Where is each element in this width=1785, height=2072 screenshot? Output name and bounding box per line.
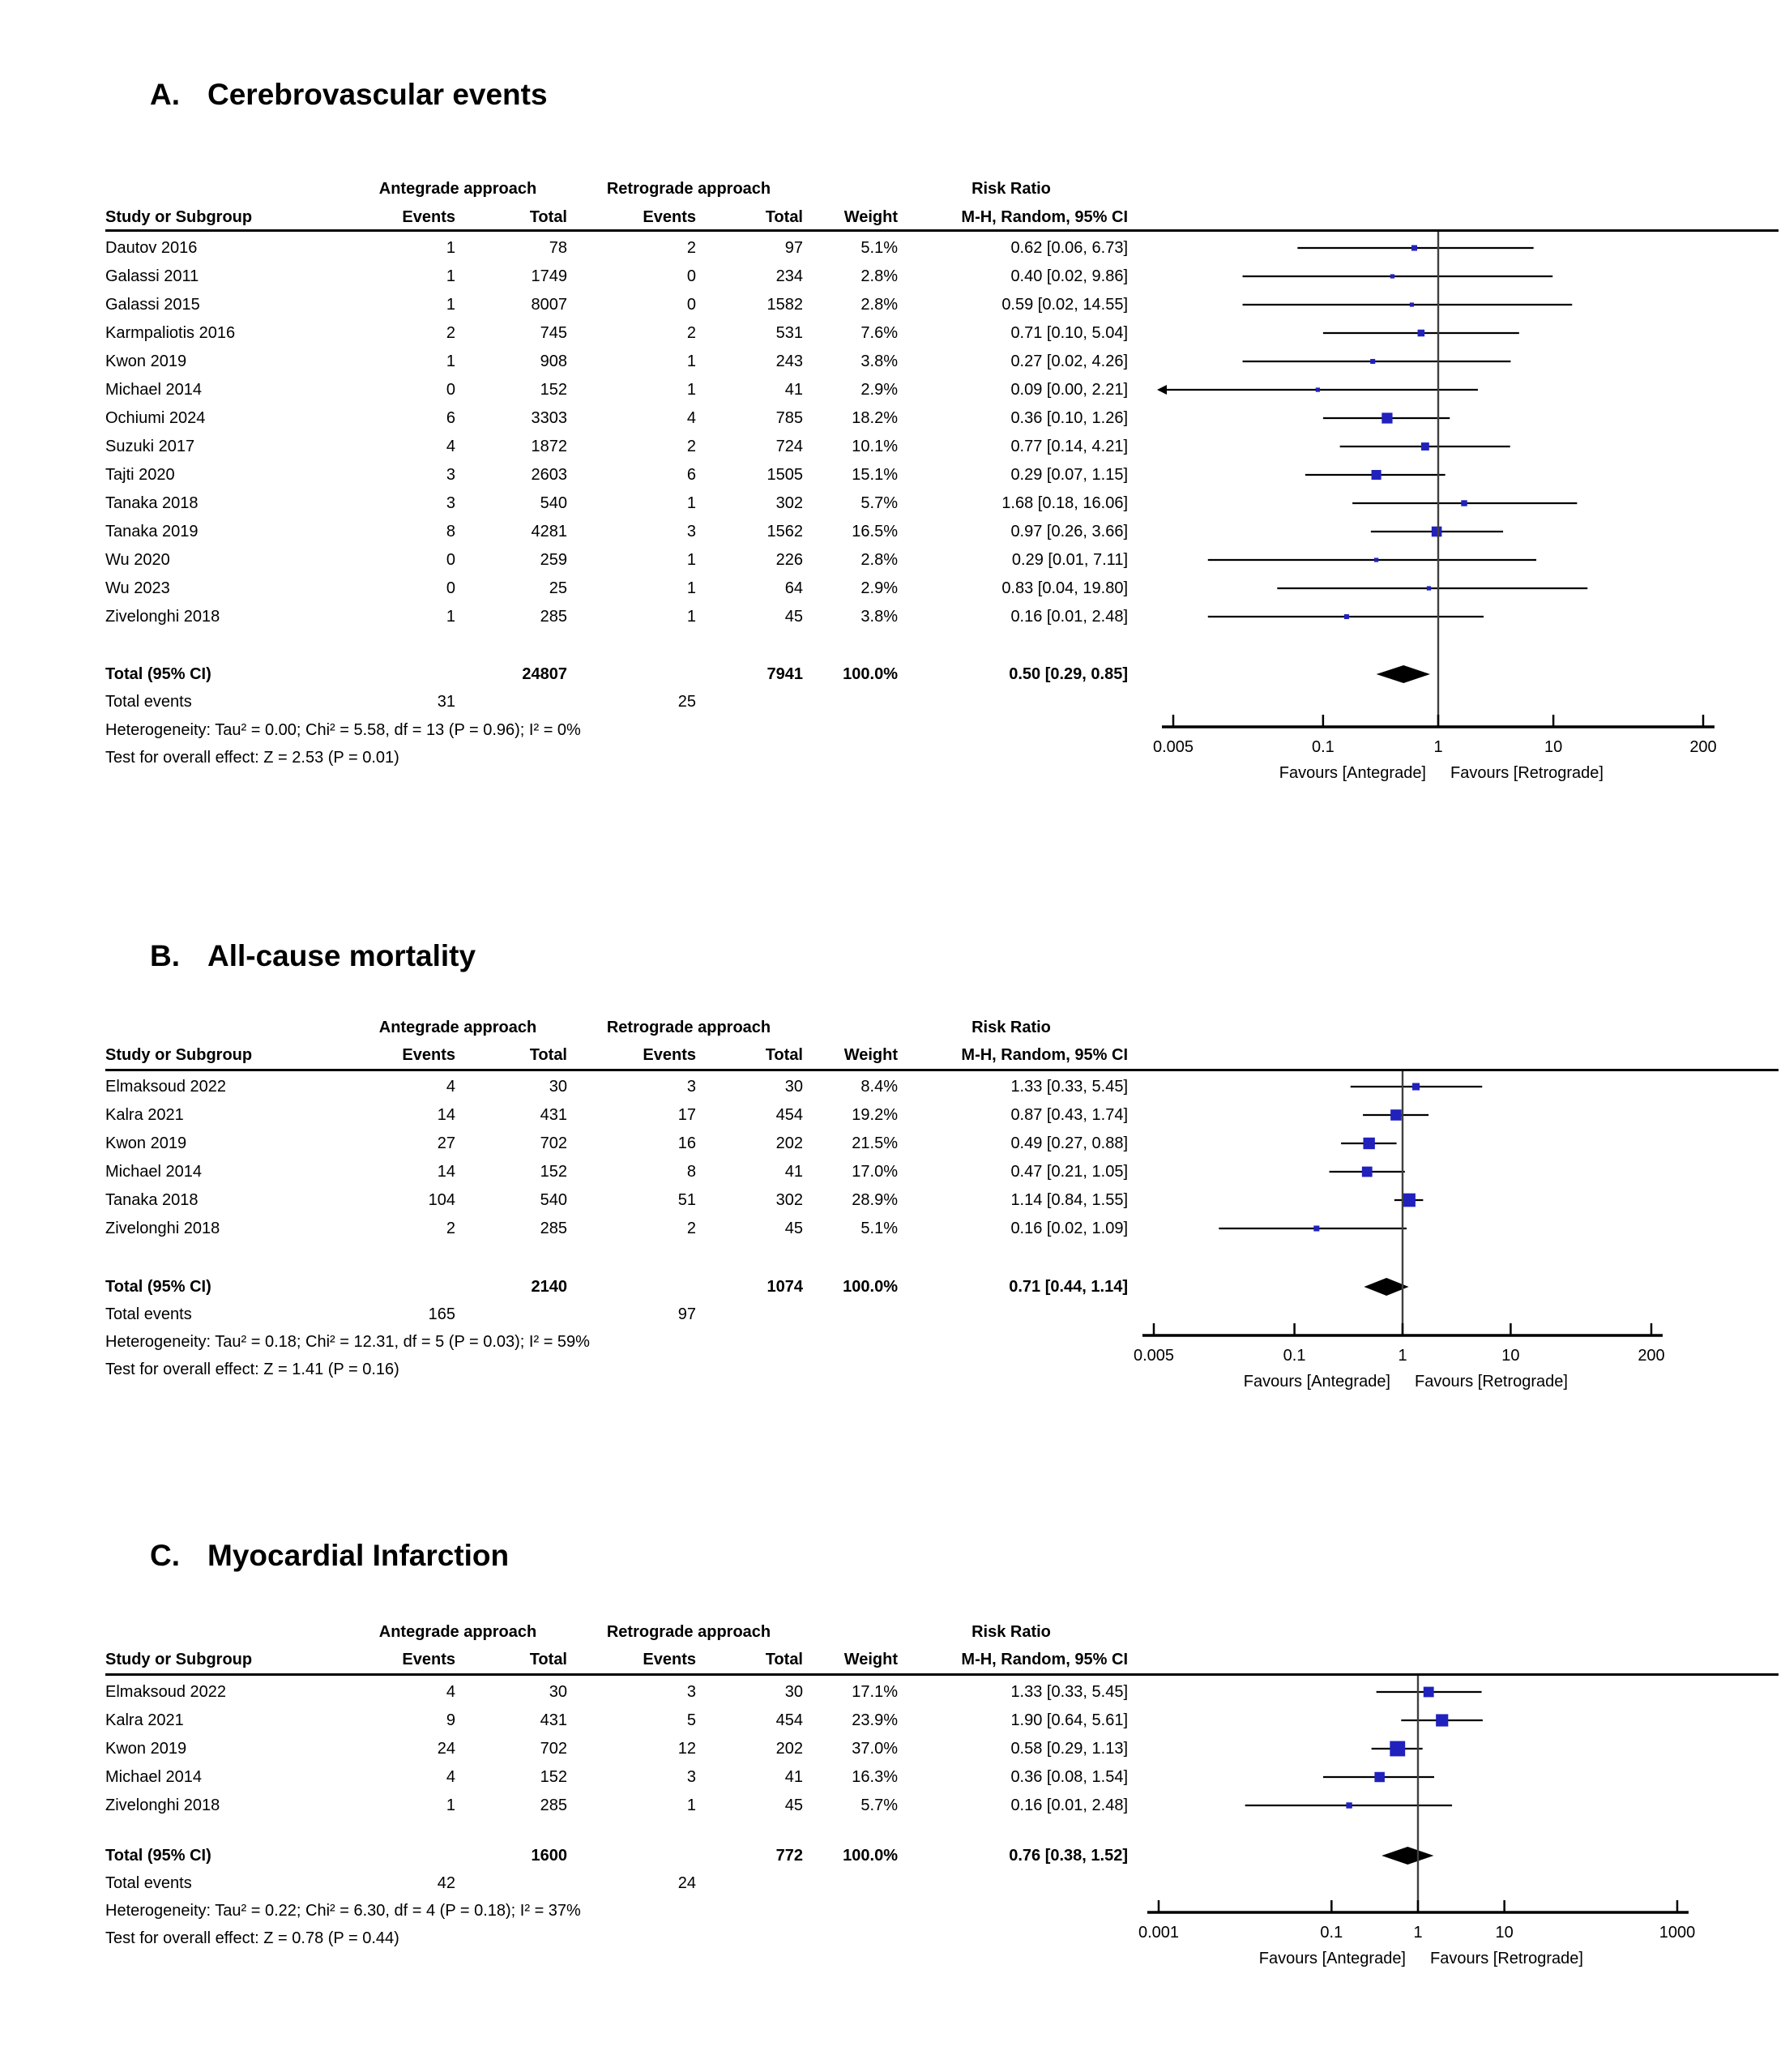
total-antegrade-value: 2603: [531, 466, 567, 484]
weight-value: 19.2%: [852, 1106, 898, 1124]
total-retrograde-value: 302: [775, 1191, 803, 1209]
total-retrograde-value: 45: [784, 1220, 803, 1237]
study-name: Tanaka 2018: [105, 494, 199, 512]
weight-value: 2.8%: [860, 267, 898, 285]
risk-ratio-column-header: Risk Ratio: [972, 180, 1051, 198]
study-name: Galassi 2011: [105, 267, 199, 285]
effect-square-marker: [1372, 470, 1381, 480]
events-retrograde-header: Events: [643, 208, 696, 226]
risk-ratio-ci-value: 0.09 [0.00, 2.21]: [1010, 381, 1128, 399]
effect-square-marker: [1427, 586, 1431, 590]
axis-tick-label: 200: [1638, 1347, 1665, 1365]
total-retrograde-sum: 772: [775, 1847, 803, 1865]
total-events-retrograde: 24: [677, 1874, 696, 1892]
group-header-retrograde: Retrograde approach: [606, 180, 771, 198]
axis-tick-label: 0.1: [1320, 1924, 1343, 1942]
total-row-label: Total (95% CI): [105, 1278, 211, 1296]
group-header-antegrade: Antegrade approach: [378, 1623, 537, 1641]
events-antegrade-value: 3: [446, 466, 455, 484]
events-antegrade-value: 0: [446, 551, 455, 569]
overall-effect-text: Test for overall effect: Z = 1.41 (P = 0.16): [105, 1361, 399, 1378]
total-antegrade-value: 1749: [531, 267, 567, 285]
effect-square-marker: [1362, 1167, 1373, 1177]
risk-ratio-ci-value: 0.36 [0.08, 1.54]: [1010, 1768, 1128, 1786]
weight-value: 5.1%: [860, 1220, 898, 1237]
events-antegrade-value: 1: [446, 296, 455, 314]
total-antegrade-value: 152: [540, 1163, 567, 1181]
axis-tick-label: 1: [1433, 738, 1443, 756]
total-antegrade-value: 540: [540, 1191, 567, 1209]
study-name: Suzuki 2017: [105, 438, 195, 455]
study-name: Karmpaliotis 2016: [105, 324, 236, 342]
events-antegrade-value: 104: [428, 1191, 455, 1209]
weight-value: 15.1%: [852, 466, 898, 484]
weight-value: 16.3%: [852, 1768, 898, 1786]
total-antegrade-sum: 24807: [522, 665, 567, 683]
panel-b-title: [150, 939, 476, 973]
events-retrograde-value: 1: [686, 579, 696, 597]
events-antegrade-value: 6: [446, 409, 455, 427]
axis-tick-label: 10: [1544, 738, 1563, 756]
total-antegrade-value: 431: [540, 1711, 567, 1729]
risk-ratio-ci-value: 0.29 [0.07, 1.15]: [1010, 466, 1128, 484]
total-antegrade-value: 702: [540, 1740, 567, 1758]
risk-ratio-ci-value: 0.59 [0.02, 14.55]: [1001, 296, 1128, 314]
effect-square-marker: [1346, 1802, 1352, 1808]
study-name: Zivelonghi 2018: [105, 608, 220, 626]
study-name: Elmaksoud 2022: [105, 1078, 226, 1096]
total-antegrade-value: 8007: [531, 296, 567, 314]
favours-antegrade-label: Favours [Antegrade]: [1243, 1373, 1390, 1391]
total-retrograde-value: 454: [775, 1711, 803, 1729]
total-antegrade-value: 285: [540, 1220, 567, 1237]
events-antegrade-value: 4: [446, 1768, 455, 1786]
total-retrograde-value: 41: [784, 1768, 803, 1786]
events-antegrade-value: 2: [446, 324, 455, 342]
panel-c-title-text: Myocardial Infarction: [207, 1539, 510, 1572]
total-events-retrograde: 97: [677, 1305, 696, 1323]
risk-ratio-ci-value: 1.14 [0.84, 1.55]: [1010, 1191, 1128, 1209]
events-retrograde-value: 6: [686, 466, 696, 484]
total-risk-ratio-ci: 0.50 [0.29, 0.85]: [1009, 665, 1128, 683]
events-retrograde-value: 2: [686, 324, 696, 342]
total-events-label: Total events: [105, 1305, 192, 1323]
total-diamond: [1377, 665, 1430, 683]
events-retrograde-header: Events: [643, 1046, 696, 1064]
events-antegrade-value: 14: [437, 1106, 455, 1124]
events-antegrade-value: 1: [446, 352, 455, 370]
effect-square-marker: [1402, 1194, 1416, 1207]
events-antegrade-value: 1: [446, 239, 455, 257]
ci-text-header: M-H, Random, 95% CI: [961, 1046, 1128, 1064]
effect-square-marker: [1363, 1138, 1374, 1149]
risk-ratio-ci-value: 0.16 [0.01, 2.48]: [1010, 608, 1128, 626]
effect-square-marker: [1390, 1741, 1405, 1757]
study-name: Tanaka 2019: [105, 523, 199, 540]
panel-a-title: [150, 78, 548, 112]
events-retrograde-value: 0: [686, 267, 696, 285]
total-antegrade-value: 285: [540, 608, 567, 626]
total-retrograde-value: 45: [784, 608, 803, 626]
events-retrograde-value: 17: [677, 1106, 696, 1124]
total-retrograde-value: 243: [775, 352, 803, 370]
events-antegrade-value: 2: [446, 1220, 455, 1237]
risk-ratio-ci-value: 0.47 [0.21, 1.05]: [1010, 1163, 1128, 1181]
panel-c-label: C.: [150, 1539, 180, 1572]
events-antegrade-value: 4: [446, 1078, 455, 1096]
events-antegrade-value: 1: [446, 267, 455, 285]
events-retrograde-value: 3: [686, 1768, 696, 1786]
study-column-header: Study or Subgroup: [105, 1651, 253, 1668]
study-name: Galassi 2015: [105, 296, 200, 314]
events-retrograde-value: 3: [686, 1683, 696, 1701]
effect-square-marker: [1411, 245, 1417, 250]
total-retrograde-sum: 7941: [767, 665, 803, 683]
total-antegrade-value: 259: [540, 551, 567, 569]
total-retrograde-header: Total: [765, 208, 803, 226]
risk-ratio-ci-value: 1.33 [0.33, 5.45]: [1010, 1078, 1128, 1096]
study-name: Wu 2020: [105, 551, 170, 569]
total-retrograde-value: 30: [784, 1078, 803, 1096]
events-retrograde-value: 2: [686, 438, 696, 455]
risk-ratio-ci-value: 0.40 [0.02, 9.86]: [1010, 267, 1128, 285]
effect-square-marker: [1390, 1109, 1402, 1121]
header-rule: [105, 1069, 1779, 1071]
events-retrograde-value: 8: [686, 1163, 696, 1181]
study-name: Michael 2014: [105, 1163, 202, 1181]
events-antegrade-header: Events: [402, 1046, 455, 1064]
events-retrograde-value: 16: [677, 1134, 696, 1152]
total-weight: 100.0%: [843, 665, 898, 683]
events-antegrade-value: 0: [446, 381, 455, 399]
weight-value: 3.8%: [860, 608, 898, 626]
study-name: Zivelonghi 2018: [105, 1796, 220, 1814]
axis-tick-label: 0.1: [1311, 738, 1334, 756]
effect-square-marker: [1344, 614, 1349, 619]
total-retrograde-value: 97: [784, 239, 803, 257]
study-column-header: Study or Subgroup: [105, 1046, 253, 1064]
study-name: Kwon 2019: [105, 1134, 187, 1152]
events-antegrade-value: 1: [446, 608, 455, 626]
events-antegrade-header: Events: [402, 1651, 455, 1668]
risk-ratio-ci-value: 0.36 [0.10, 1.26]: [1010, 409, 1128, 427]
axis-tick-label: 1: [1398, 1347, 1407, 1365]
risk-ratio-ci-value: 0.58 [0.29, 1.13]: [1010, 1740, 1128, 1758]
risk-ratio-ci-value: 0.97 [0.26, 3.66]: [1010, 523, 1128, 540]
total-retrograde-value: 41: [784, 1163, 803, 1181]
axis-tick-label: 200: [1689, 738, 1717, 756]
group-header-antegrade: Antegrade approach: [378, 180, 537, 198]
study-name: Tajti 2020: [105, 466, 175, 484]
events-antegrade-value: 14: [437, 1163, 455, 1181]
weight-value: 7.6%: [860, 324, 898, 342]
study-column-header: Study or Subgroup: [105, 208, 253, 226]
axis-tick-label: 0.005: [1152, 738, 1194, 756]
ci-text-header: M-H, Random, 95% CI: [961, 208, 1128, 226]
events-retrograde-value: 3: [686, 523, 696, 540]
header-rule: [105, 229, 1779, 232]
total-row-label: Total (95% CI): [105, 1847, 211, 1865]
weight-header: Weight: [843, 208, 898, 226]
study-name: Michael 2014: [105, 1768, 202, 1786]
weight-value: 2.8%: [860, 296, 898, 314]
total-events-label: Total events: [105, 1874, 192, 1892]
events-retrograde-value: 51: [677, 1191, 696, 1209]
weight-value: 23.9%: [852, 1711, 898, 1729]
total-retrograde-value: 202: [775, 1740, 803, 1758]
total-diamond: [1381, 1847, 1433, 1865]
events-antegrade-value: 4: [446, 438, 455, 455]
events-antegrade-value: 9: [446, 1711, 455, 1729]
total-weight: 100.0%: [843, 1847, 898, 1865]
panel-a-title-text: Cerebrovascular events: [207, 78, 548, 111]
total-weight: 100.0%: [843, 1278, 898, 1296]
total-retrograde-header: Total: [765, 1651, 803, 1668]
events-retrograde-value: 1: [686, 352, 696, 370]
total-antegrade-value: 285: [540, 1796, 567, 1814]
effect-square-marker: [1374, 1772, 1385, 1783]
total-retrograde-value: 1505: [767, 466, 803, 484]
events-retrograde-value: 0: [686, 296, 696, 314]
effect-square-marker: [1461, 500, 1467, 506]
events-retrograde-value: 4: [686, 409, 696, 427]
weight-value: 21.5%: [852, 1134, 898, 1152]
overall-effect-text: Test for overall effect: Z = 0.78 (P = 0.44): [105, 1929, 399, 1947]
group-header-retrograde: Retrograde approach: [606, 1623, 771, 1641]
total-retrograde-value: 785: [775, 409, 803, 427]
effect-square-marker: [1381, 412, 1392, 423]
events-retrograde-value: 1: [686, 494, 696, 512]
weight-header: Weight: [843, 1046, 898, 1064]
risk-ratio-ci-value: 1.68 [0.18, 16.06]: [1001, 494, 1128, 512]
total-risk-ratio-ci: 0.76 [0.38, 1.52]: [1009, 1847, 1128, 1865]
panel-b-title-text: All-cause mortality: [207, 939, 476, 972]
weight-value: 8.4%: [860, 1078, 898, 1096]
weight-header: Weight: [843, 1651, 898, 1668]
effect-square-marker: [1390, 274, 1394, 278]
total-retrograde-value: 1582: [767, 296, 803, 314]
study-name: Kalra 2021: [105, 1106, 184, 1124]
study-name: Kalra 2021: [105, 1711, 184, 1729]
study-name: Ochiumi 2024: [105, 409, 206, 427]
events-antegrade-value: 24: [437, 1740, 455, 1758]
axis-tick-label: 0.001: [1138, 1924, 1180, 1942]
weight-value: 2.9%: [860, 579, 898, 597]
total-antegrade-header: Total: [529, 1651, 567, 1668]
total-diamond: [1364, 1278, 1408, 1296]
favours-antegrade-label: Favours [Antegrade]: [1258, 1950, 1406, 1967]
events-retrograde-value: 1: [686, 608, 696, 626]
weight-value: 2.8%: [860, 551, 898, 569]
heterogeneity-text: Heterogeneity: Tau² = 0.22; Chi² = 6.30, df = 4 (P = 0.18); I² = 37%: [105, 1902, 581, 1920]
risk-ratio-ci-value: 0.77 [0.14, 4.21]: [1010, 438, 1128, 455]
events-antegrade-value: 8: [446, 523, 455, 540]
overall-effect-text: Test for overall effect: Z = 2.53 (P = 0.01): [105, 749, 399, 767]
total-antegrade-value: 152: [540, 1768, 567, 1786]
effect-square-marker: [1374, 558, 1378, 562]
weight-value: 10.1%: [852, 438, 898, 455]
risk-ratio-ci-value: 0.62 [0.06, 6.73]: [1010, 239, 1128, 257]
total-retrograde-value: 41: [784, 381, 803, 399]
total-retrograde-value: 454: [775, 1106, 803, 1124]
axis-tick-label: 0.1: [1283, 1347, 1306, 1365]
events-antegrade-value: 4: [446, 1683, 455, 1701]
risk-ratio-ci-value: 0.83 [0.04, 19.80]: [1001, 579, 1128, 597]
total-antegrade-value: 30: [549, 1078, 567, 1096]
events-antegrade-header: Events: [402, 208, 455, 226]
study-name: Dautov 2016: [105, 239, 198, 257]
favours-retrograde-label: Favours [Retrograde]: [1450, 764, 1604, 782]
events-retrograde-value: 5: [686, 1711, 696, 1729]
study-name: Michael 2014: [105, 381, 202, 399]
weight-value: 17.1%: [852, 1683, 898, 1701]
weight-value: 16.5%: [852, 523, 898, 540]
risk-ratio-ci-value: 0.87 [0.43, 1.74]: [1010, 1106, 1128, 1124]
effect-square-marker: [1370, 359, 1375, 364]
events-retrograde-value: 1: [686, 381, 696, 399]
study-name: Tanaka 2018: [105, 1191, 199, 1209]
total-retrograde-value: 1562: [767, 523, 803, 540]
total-antegrade-value: 908: [540, 352, 567, 370]
total-retrograde-value: 226: [775, 551, 803, 569]
panel-b-label: B.: [150, 939, 180, 972]
weight-value: 28.9%: [852, 1191, 898, 1209]
axis-tick-label: 10: [1495, 1924, 1514, 1942]
total-antegrade-header: Total: [529, 1046, 567, 1064]
total-antegrade-sum: 2140: [531, 1278, 567, 1296]
axis-tick-label: 0.005: [1133, 1347, 1175, 1365]
total-retrograde-value: 724: [775, 438, 803, 455]
total-antegrade-value: 152: [540, 381, 567, 399]
total-retrograde-value: 45: [784, 1796, 803, 1814]
effect-square-marker: [1313, 1225, 1319, 1231]
total-row-label: Total (95% CI): [105, 665, 211, 683]
weight-value: 18.2%: [852, 409, 898, 427]
risk-ratio-ci-value: 0.16 [0.02, 1.09]: [1010, 1220, 1128, 1237]
effect-square-marker: [1316, 387, 1320, 391]
ci-arrow-left: [1157, 385, 1167, 395]
total-retrograde-value: 30: [784, 1683, 803, 1701]
total-antegrade-value: 540: [540, 494, 567, 512]
favours-antegrade-label: Favours [Antegrade]: [1279, 764, 1426, 782]
risk-ratio-ci-value: 0.49 [0.27, 0.88]: [1010, 1134, 1128, 1152]
study-name: Kwon 2019: [105, 1740, 187, 1758]
ci-text-header: M-H, Random, 95% CI: [961, 1651, 1128, 1668]
favours-retrograde-label: Favours [Retrograde]: [1415, 1373, 1568, 1391]
events-retrograde-value: 2: [686, 1220, 696, 1237]
effect-square-marker: [1424, 1687, 1434, 1698]
events-antegrade-value: 1: [446, 1796, 455, 1814]
total-antegrade-sum: 1600: [531, 1847, 567, 1865]
study-name: Elmaksoud 2022: [105, 1683, 226, 1701]
header-rule: [105, 1673, 1779, 1676]
axis-tick-label: 1: [1413, 1924, 1423, 1942]
axis-tick-label: 1000: [1659, 1924, 1696, 1942]
risk-ratio-ci-value: 0.27 [0.02, 4.26]: [1010, 352, 1128, 370]
risk-ratio-ci-value: 0.71 [0.10, 5.04]: [1010, 324, 1128, 342]
weight-value: 17.0%: [852, 1163, 898, 1181]
weight-value: 3.8%: [860, 352, 898, 370]
total-antegrade-header: Total: [529, 208, 567, 226]
study-name: Zivelonghi 2018: [105, 1220, 220, 1237]
weight-value: 5.7%: [860, 494, 898, 512]
total-events-retrograde: 25: [677, 693, 696, 711]
total-events-antegrade: 165: [428, 1305, 455, 1323]
total-retrograde-value: 531: [775, 324, 803, 342]
weight-value: 5.1%: [860, 239, 898, 257]
weight-value: 37.0%: [852, 1740, 898, 1758]
heterogeneity-text: Heterogeneity: Tau² = 0.00; Chi² = 5.58, df = 13 (P = 0.96); I² = 0%: [105, 721, 581, 739]
events-retrograde-value: 1: [686, 551, 696, 569]
events-retrograde-value: 12: [677, 1740, 696, 1758]
events-antegrade-value: 3: [446, 494, 455, 512]
panel-a-label: A.: [150, 78, 180, 111]
total-antegrade-value: 78: [549, 239, 567, 257]
total-retrograde-header: Total: [765, 1046, 803, 1064]
total-risk-ratio-ci: 0.71 [0.44, 1.14]: [1009, 1278, 1128, 1296]
total-retrograde-value: 202: [775, 1134, 803, 1152]
effect-square-marker: [1436, 1714, 1448, 1726]
effect-square-marker: [1418, 330, 1425, 337]
events-retrograde-value: 2: [686, 239, 696, 257]
risk-ratio-column-header: Risk Ratio: [972, 1019, 1051, 1036]
group-header-retrograde: Retrograde approach: [606, 1019, 771, 1036]
effect-square-marker: [1421, 442, 1429, 451]
panel-c-title: [150, 1539, 509, 1573]
total-antegrade-value: 702: [540, 1134, 567, 1152]
favours-retrograde-label: Favours [Retrograde]: [1430, 1950, 1583, 1967]
total-retrograde-sum: 1074: [767, 1278, 803, 1296]
events-retrograde-value: 1: [686, 1796, 696, 1814]
total-antegrade-value: 745: [540, 324, 567, 342]
total-events-label: Total events: [105, 693, 192, 711]
total-retrograde-value: 64: [784, 579, 803, 597]
group-header-antegrade: Antegrade approach: [378, 1019, 537, 1036]
study-name: Wu 2023: [105, 579, 170, 597]
risk-ratio-ci-value: 1.33 [0.33, 5.45]: [1010, 1683, 1128, 1701]
risk-ratio-ci-value: 1.90 [0.64, 5.61]: [1010, 1711, 1128, 1729]
total-antegrade-value: 30: [549, 1683, 567, 1701]
events-antegrade-value: 0: [446, 579, 455, 597]
events-retrograde-header: Events: [643, 1651, 696, 1668]
total-events-antegrade: 42: [437, 1874, 455, 1892]
study-name: Kwon 2019: [105, 352, 187, 370]
risk-ratio-ci-value: 0.16 [0.01, 2.48]: [1010, 1796, 1128, 1814]
weight-value: 5.7%: [860, 1796, 898, 1814]
heterogeneity-text: Heterogeneity: Tau² = 0.18; Chi² = 12.31, df = 5 (P = 0.03); I² = 59%: [105, 1333, 590, 1351]
total-antegrade-value: 1872: [531, 438, 567, 455]
axis-tick-label: 10: [1501, 1347, 1520, 1365]
total-antegrade-value: 25: [549, 579, 567, 597]
effect-square-marker: [1412, 1083, 1420, 1091]
risk-ratio-ci-value: 0.29 [0.01, 7.11]: [1011, 551, 1128, 569]
weight-value: 2.9%: [860, 381, 898, 399]
total-events-antegrade: 31: [437, 693, 455, 711]
risk-ratio-column-header: Risk Ratio: [972, 1623, 1051, 1641]
effect-square-marker: [1410, 302, 1414, 306]
total-antegrade-value: 4281: [531, 523, 567, 540]
total-antegrade-value: 3303: [531, 409, 567, 427]
events-retrograde-value: 3: [686, 1078, 696, 1096]
effect-square-marker: [1432, 527, 1442, 537]
total-retrograde-value: 234: [775, 267, 803, 285]
total-antegrade-value: 431: [540, 1106, 567, 1124]
events-antegrade-value: 27: [437, 1134, 455, 1152]
total-retrograde-value: 302: [775, 494, 803, 512]
